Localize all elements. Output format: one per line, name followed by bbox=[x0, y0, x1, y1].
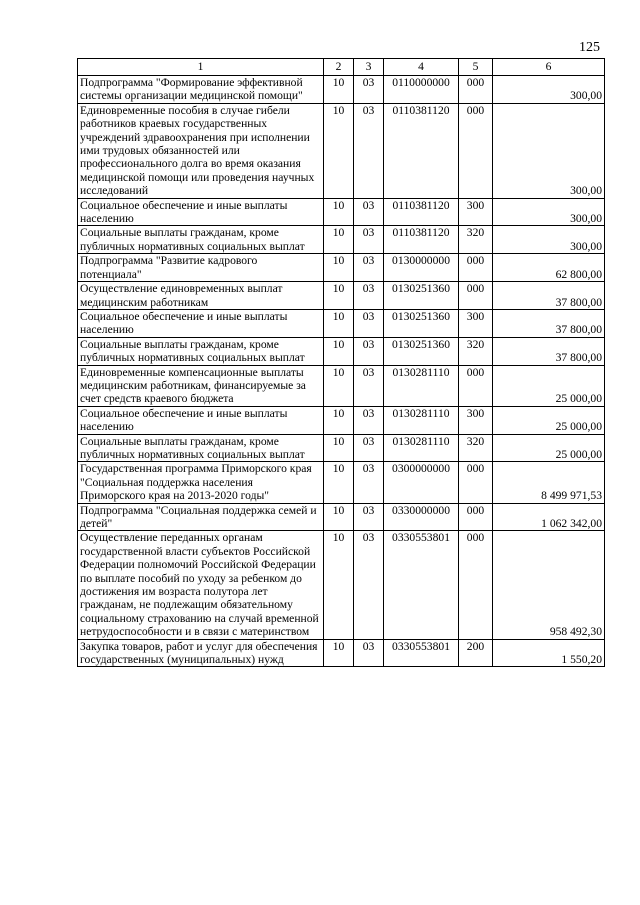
row-name: Закупка товаров, работ и услуг для обеспечения государственных (муниципальных) нужд bbox=[78, 639, 324, 667]
row-name: Социальное обеспечение и иные выплаты населению bbox=[78, 309, 324, 337]
row-section: 10 bbox=[324, 639, 354, 667]
row-amount: 62 800,00 bbox=[493, 254, 605, 282]
row-target-code: 0130281110 bbox=[384, 434, 459, 462]
row-section: 10 bbox=[324, 365, 354, 406]
row-amount: 300,00 bbox=[493, 226, 605, 254]
row-subsection: 03 bbox=[354, 434, 384, 462]
column-header-2: 2 bbox=[324, 59, 354, 76]
row-expense-type: 000 bbox=[459, 531, 493, 639]
column-header-3: 3 bbox=[354, 59, 384, 76]
column-header-5: 5 bbox=[459, 59, 493, 76]
row-expense-type: 000 bbox=[459, 503, 493, 531]
row-name: Подпрограмма "Формирование эффективной системы организации медицинской помощи" bbox=[78, 76, 324, 104]
row-expense-type: 320 bbox=[459, 226, 493, 254]
table-row bbox=[78, 103, 605, 198]
row-expense-type: 000 bbox=[459, 462, 493, 503]
row-subsection: 03 bbox=[354, 337, 384, 365]
table-header-row bbox=[78, 59, 605, 76]
row-target-code: 0110381120 bbox=[384, 226, 459, 254]
row-section: 10 bbox=[324, 309, 354, 337]
row-subsection: 03 bbox=[354, 254, 384, 282]
row-target-code: 0330000000 bbox=[384, 503, 459, 531]
row-name: Социальное обеспечение и иные выплаты населению bbox=[78, 198, 324, 226]
row-subsection: 03 bbox=[354, 282, 384, 310]
row-expense-type: 000 bbox=[459, 254, 493, 282]
row-target-code: 0130281110 bbox=[384, 406, 459, 434]
row-amount: 958 492,30 bbox=[493, 531, 605, 639]
row-name: Осуществление единовременных выплат медицинским работникам bbox=[78, 282, 324, 310]
row-expense-type: 000 bbox=[459, 365, 493, 406]
row-amount: 25 000,00 bbox=[493, 406, 605, 434]
row-section: 10 bbox=[324, 76, 354, 104]
row-section: 10 bbox=[324, 198, 354, 226]
row-amount: 8 499 971,53 bbox=[493, 462, 605, 503]
row-section: 10 bbox=[324, 226, 354, 254]
row-name: Социальные выплаты гражданам, кроме публичных нормативных социальных выплат bbox=[78, 434, 324, 462]
row-expense-type: 300 bbox=[459, 198, 493, 226]
row-amount: 300,00 bbox=[493, 198, 605, 226]
row-subsection: 03 bbox=[354, 198, 384, 226]
row-name: Подпрограмма "Развитие кадрового потенциала" bbox=[78, 254, 324, 282]
row-name: Осуществление переданных органам государственной власти субъектов Российской Федерации полномочий Российской Федерации по выплате пособий по уходу за ребенком до достижения им возраста полутора лет гражданам, не подлежащим обязательному социальному страхованию на случай временной нетрудоспособности и в связи с материнством bbox=[78, 531, 324, 639]
row-amount: 1 062 342,00 bbox=[493, 503, 605, 531]
table-row bbox=[78, 198, 605, 226]
budget-table bbox=[77, 58, 605, 667]
row-target-code: 0300000000 bbox=[384, 462, 459, 503]
row-amount: 300,00 bbox=[493, 76, 605, 104]
column-header-6: 6 bbox=[493, 59, 605, 76]
table-row bbox=[78, 531, 605, 639]
table-row bbox=[78, 434, 605, 462]
row-name: Единовременные компенсационные выплаты медицинским работникам, финансируемые за счет средств краевого бюджета bbox=[78, 365, 324, 406]
row-expense-type: 320 bbox=[459, 434, 493, 462]
row-name: Подпрограмма "Социальная поддержка семей и детей" bbox=[78, 503, 324, 531]
row-subsection: 03 bbox=[354, 639, 384, 667]
row-amount: 37 800,00 bbox=[493, 337, 605, 365]
row-amount: 37 800,00 bbox=[493, 282, 605, 310]
row-expense-type: 000 bbox=[459, 76, 493, 104]
column-header-1: 1 bbox=[78, 59, 324, 76]
table-row bbox=[78, 462, 605, 503]
row-name: Единовременные пособия в случае гибели работников краевых государственных учреждений здравоохранения при исполнении ими трудовых обязанностей или профессионального долга во время оказания медицинской помощи или проведения научных исследований bbox=[78, 103, 324, 198]
row-target-code: 0330553801 bbox=[384, 639, 459, 667]
row-section: 10 bbox=[324, 282, 354, 310]
row-target-code: 0130281110 bbox=[384, 365, 459, 406]
table-row bbox=[78, 254, 605, 282]
row-target-code: 0110381120 bbox=[384, 198, 459, 226]
row-name: Государственная программа Приморского края "Социальная поддержка населения Приморского края на 2013-2020 годы" bbox=[78, 462, 324, 503]
row-target-code: 0330553801 bbox=[384, 531, 459, 639]
row-amount: 300,00 bbox=[493, 103, 605, 198]
table-row bbox=[78, 365, 605, 406]
row-section: 10 bbox=[324, 406, 354, 434]
row-expense-type: 320 bbox=[459, 337, 493, 365]
row-subsection: 03 bbox=[354, 365, 384, 406]
row-expense-type: 200 bbox=[459, 639, 493, 667]
row-expense-type: 000 bbox=[459, 282, 493, 310]
row-section: 10 bbox=[324, 254, 354, 282]
row-section: 10 bbox=[324, 103, 354, 198]
table-row bbox=[78, 76, 605, 104]
row-subsection: 03 bbox=[354, 406, 384, 434]
row-subsection: 03 bbox=[354, 103, 384, 198]
page-number: 125 bbox=[579, 40, 600, 55]
row-expense-type: 000 bbox=[459, 103, 493, 198]
table-row bbox=[78, 503, 605, 531]
row-section: 10 bbox=[324, 462, 354, 503]
table-row bbox=[78, 337, 605, 365]
row-name: Социальные выплаты гражданам, кроме публичных нормативных социальных выплат bbox=[78, 337, 324, 365]
table-row bbox=[78, 309, 605, 337]
row-target-code: 0130000000 bbox=[384, 254, 459, 282]
row-section: 10 bbox=[324, 337, 354, 365]
row-target-code: 0130251360 bbox=[384, 282, 459, 310]
row-expense-type: 300 bbox=[459, 309, 493, 337]
row-amount: 25 000,00 bbox=[493, 434, 605, 462]
row-section: 10 bbox=[324, 434, 354, 462]
row-name: Социальные выплаты гражданам, кроме публичных нормативных социальных выплат bbox=[78, 226, 324, 254]
row-name: Социальное обеспечение и иные выплаты населению bbox=[78, 406, 324, 434]
table-row bbox=[78, 639, 605, 667]
table-row bbox=[78, 406, 605, 434]
row-subsection: 03 bbox=[354, 531, 384, 639]
row-subsection: 03 bbox=[354, 226, 384, 254]
row-subsection: 03 bbox=[354, 503, 384, 531]
row-target-code: 0110000000 bbox=[384, 76, 459, 104]
row-expense-type: 300 bbox=[459, 406, 493, 434]
row-target-code: 0130251360 bbox=[384, 337, 459, 365]
row-subsection: 03 bbox=[354, 76, 384, 104]
row-section: 10 bbox=[324, 531, 354, 639]
row-amount: 1 550,20 bbox=[493, 639, 605, 667]
row-amount: 25 000,00 bbox=[493, 365, 605, 406]
row-amount: 37 800,00 bbox=[493, 309, 605, 337]
table-row bbox=[78, 226, 605, 254]
row-target-code: 0110381120 bbox=[384, 103, 459, 198]
row-section: 10 bbox=[324, 503, 354, 531]
row-subsection: 03 bbox=[354, 462, 384, 503]
row-subsection: 03 bbox=[354, 309, 384, 337]
table-row bbox=[78, 282, 605, 310]
column-header-4: 4 bbox=[384, 59, 459, 76]
row-target-code: 0130251360 bbox=[384, 309, 459, 337]
